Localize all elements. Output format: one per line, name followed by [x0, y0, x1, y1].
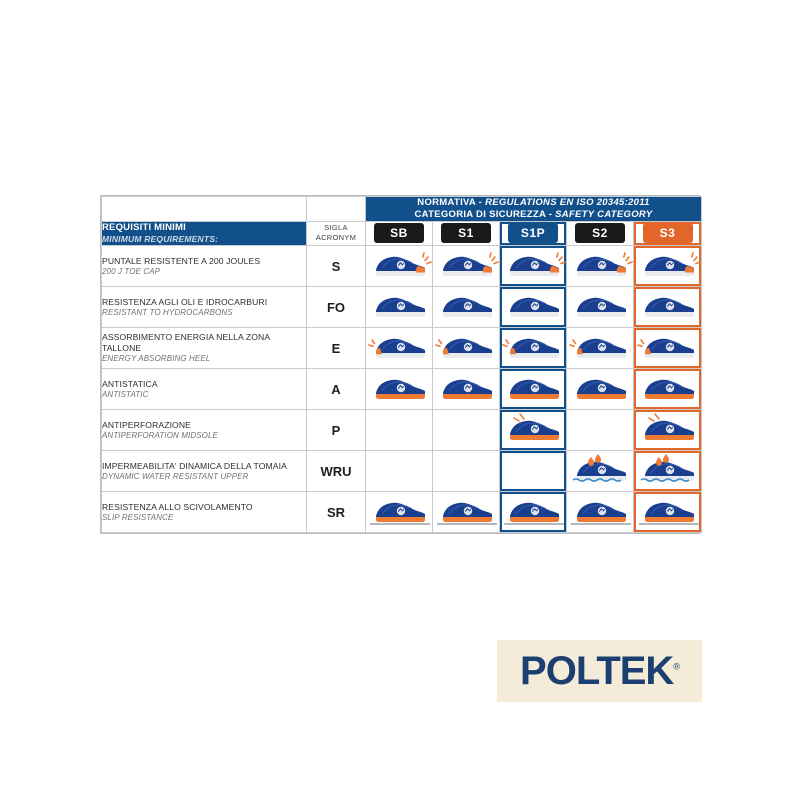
category-label: CATEGORIA DI SICUREZZA - — [414, 208, 556, 220]
category-badge-s3: S3 — [643, 223, 693, 243]
header-corner-spacer — [102, 197, 307, 222]
category-header-sb — [366, 221, 433, 245]
category-value: SAFETY CATEGORY — [555, 208, 653, 220]
requirement-label-en: ANTISTATIC — [102, 389, 149, 399]
acronym-cell: E — [307, 328, 366, 369]
requirement-cell — [102, 328, 307, 369]
shoe-sole-icon — [502, 412, 564, 444]
shoe-slip-icon — [569, 494, 631, 526]
shoe-cell-sb — [366, 369, 433, 410]
header-corner-spacer-2 — [307, 197, 366, 222]
requirement-cell — [102, 492, 307, 533]
shoe-cell-sb — [366, 410, 433, 451]
requirement-label-it: RESISTENZA ALLO SCIVOLAMENTO — [102, 501, 253, 512]
shoe-anti-icon — [569, 371, 631, 403]
requirement-cell — [102, 451, 307, 492]
shoe-plain-icon — [502, 289, 564, 321]
requirement-label-it: PUNTALE RESISTENTE A 200 JOULES — [102, 255, 261, 266]
shoe-heel-icon — [569, 330, 631, 362]
regulations-value: REGULATIONS EN ISO 20345:2011 — [485, 197, 650, 208]
regulations-label: NORMATIVA - — [417, 197, 486, 208]
requirement-label-it: IMPERMEABILITA' DINAMICA DELLA TOMAIA — [102, 460, 287, 471]
logo-text — [520, 649, 679, 694]
table-column-header-row — [102, 221, 702, 245]
requirement-label-en: SLIP RESISTANCE — [102, 512, 174, 522]
shoe-cell-s2 — [567, 287, 634, 328]
logo-text-part2: TEK — [596, 648, 674, 693]
shoe-cell-s2 — [567, 451, 634, 492]
shoe-cell-s2 — [567, 410, 634, 451]
shoe-toe-icon — [502, 248, 564, 280]
requirement-cell — [102, 287, 307, 328]
shoe-cell-s1 — [433, 492, 500, 533]
shoe-slip-icon — [637, 494, 699, 526]
shoe-slip-icon — [502, 494, 564, 526]
acronym-label-en: ACRONYM — [315, 233, 357, 243]
requirement-cell — [102, 369, 307, 410]
shoe-heel-icon — [435, 330, 497, 362]
shoe-cell-s3 — [634, 451, 702, 492]
shoe-cell-s2 — [567, 492, 634, 533]
category-header-s2 — [567, 221, 634, 245]
shoe-cell-sb — [366, 451, 433, 492]
table-row — [102, 410, 702, 451]
requirement-label-it: RESISTENZA AGLI OLI E IDROCARBURI — [102, 296, 268, 307]
category-header-s1p — [500, 221, 567, 245]
table-row — [102, 287, 702, 328]
shoe-cell-sb — [366, 287, 433, 328]
acronym-cell: WRU — [307, 451, 366, 492]
table-row — [102, 369, 702, 410]
shoe-water-icon — [569, 453, 631, 485]
requirement-label-it: ANTISTATICA — [102, 378, 158, 389]
shoe-cell-s2 — [567, 369, 634, 410]
shoe-cell-s1p — [500, 287, 567, 328]
shoe-sole-icon — [637, 412, 699, 444]
shoe-anti-icon — [637, 371, 699, 403]
requirements-header-cell — [102, 221, 307, 245]
requirement-label-en: RESISTANT TO HYDROCARBONS — [102, 307, 233, 317]
shoe-cell-s2 — [567, 328, 634, 369]
shoe-cell-s1p — [500, 451, 567, 492]
regulations-header — [366, 197, 702, 222]
brand-logo — [497, 640, 702, 702]
shoe-cell-s1 — [433, 451, 500, 492]
shoe-plain-icon — [435, 289, 497, 321]
shoe-cell-s1p — [500, 410, 567, 451]
requirement-label-en: ENERGY ABSORBING HEEL — [102, 353, 211, 363]
shoe-toe-icon — [368, 248, 430, 280]
acronym-label-it: SIGLA — [324, 223, 348, 233]
requirement-label-it: ANTIPERFORAZIONE — [102, 419, 191, 430]
requirements-title-en: MINIMUM REQUIREMENTS: — [102, 234, 219, 245]
shoe-plain-icon — [569, 289, 631, 321]
shoe-cell-s3 — [634, 492, 702, 533]
table-header-band-row — [102, 197, 702, 222]
acronym-cell: SR — [307, 492, 366, 533]
safety-category-table — [100, 195, 700, 534]
category-badge-s1p: S1P — [508, 223, 558, 243]
shoe-slip-icon — [435, 494, 497, 526]
requirement-label-en: DYNAMIC WATER RESISTANT UPPER — [102, 471, 249, 481]
logo-text-part1: POL — [520, 648, 597, 693]
table-row — [102, 451, 702, 492]
shoe-cell-sb — [366, 328, 433, 369]
table-row — [102, 246, 702, 287]
category-header-s1 — [433, 221, 500, 245]
shoe-cell-s1p — [500, 492, 567, 533]
shoe-heel-icon — [368, 330, 430, 362]
shoe-cell-s1 — [433, 246, 500, 287]
shoe-cell-s1 — [433, 328, 500, 369]
requirement-label-en: 200 J TOE CAP — [102, 266, 161, 276]
requirements-title-it: REQUISITI MINIMI — [102, 221, 186, 233]
shoe-plain-icon — [637, 289, 699, 321]
shoe-cell-s1p — [500, 369, 567, 410]
requirement-cell — [102, 246, 307, 287]
shoe-plain-icon — [368, 289, 430, 321]
requirement-label-it: ASSORBIMENTO ENERGIA NELLA ZONA TALLONE — [102, 332, 270, 354]
shoe-cell-s1 — [433, 287, 500, 328]
shoe-anti-icon — [435, 371, 497, 403]
requirement-label-en: ANTIPERFORATION MIDSOLE — [102, 430, 218, 440]
shoe-cell-s1p — [500, 328, 567, 369]
shoe-cell-s3 — [634, 410, 702, 451]
logo-registered-mark: ® — [673, 661, 679, 672]
acronym-cell: P — [307, 410, 366, 451]
shoe-anti-icon — [368, 371, 430, 403]
shoe-cell-s2 — [567, 246, 634, 287]
shoe-cell-s3 — [634, 328, 702, 369]
shoe-anti-icon — [502, 371, 564, 403]
acronym-cell: FO — [307, 287, 366, 328]
shoe-cell-sb — [366, 492, 433, 533]
shoe-toe-icon — [637, 248, 699, 280]
category-badge-s2: S2 — [575, 223, 625, 243]
acronym-header-cell — [307, 221, 366, 245]
shoe-heel-icon — [637, 330, 699, 362]
shoe-water-icon — [637, 453, 699, 485]
requirement-cell — [102, 410, 307, 451]
category-header-s3 — [634, 221, 702, 245]
category-badge-s1: S1 — [441, 223, 491, 243]
shoe-cell-s3 — [634, 246, 702, 287]
shoe-cell-s1 — [433, 410, 500, 451]
table-row — [102, 492, 702, 533]
acronym-cell: A — [307, 369, 366, 410]
shoe-slip-icon — [368, 494, 430, 526]
table-row — [102, 328, 702, 369]
shoe-toe-icon — [435, 248, 497, 280]
shoe-cell-s1p — [500, 246, 567, 287]
category-badge-sb: SB — [374, 223, 424, 243]
shoe-heel-icon — [502, 330, 564, 362]
acronym-cell: S — [307, 246, 366, 287]
shoe-cell-s3 — [634, 369, 702, 410]
shoe-cell-s3 — [634, 287, 702, 328]
shoe-cell-sb — [366, 246, 433, 287]
shoe-toe-icon — [569, 248, 631, 280]
shoe-cell-s1 — [433, 369, 500, 410]
